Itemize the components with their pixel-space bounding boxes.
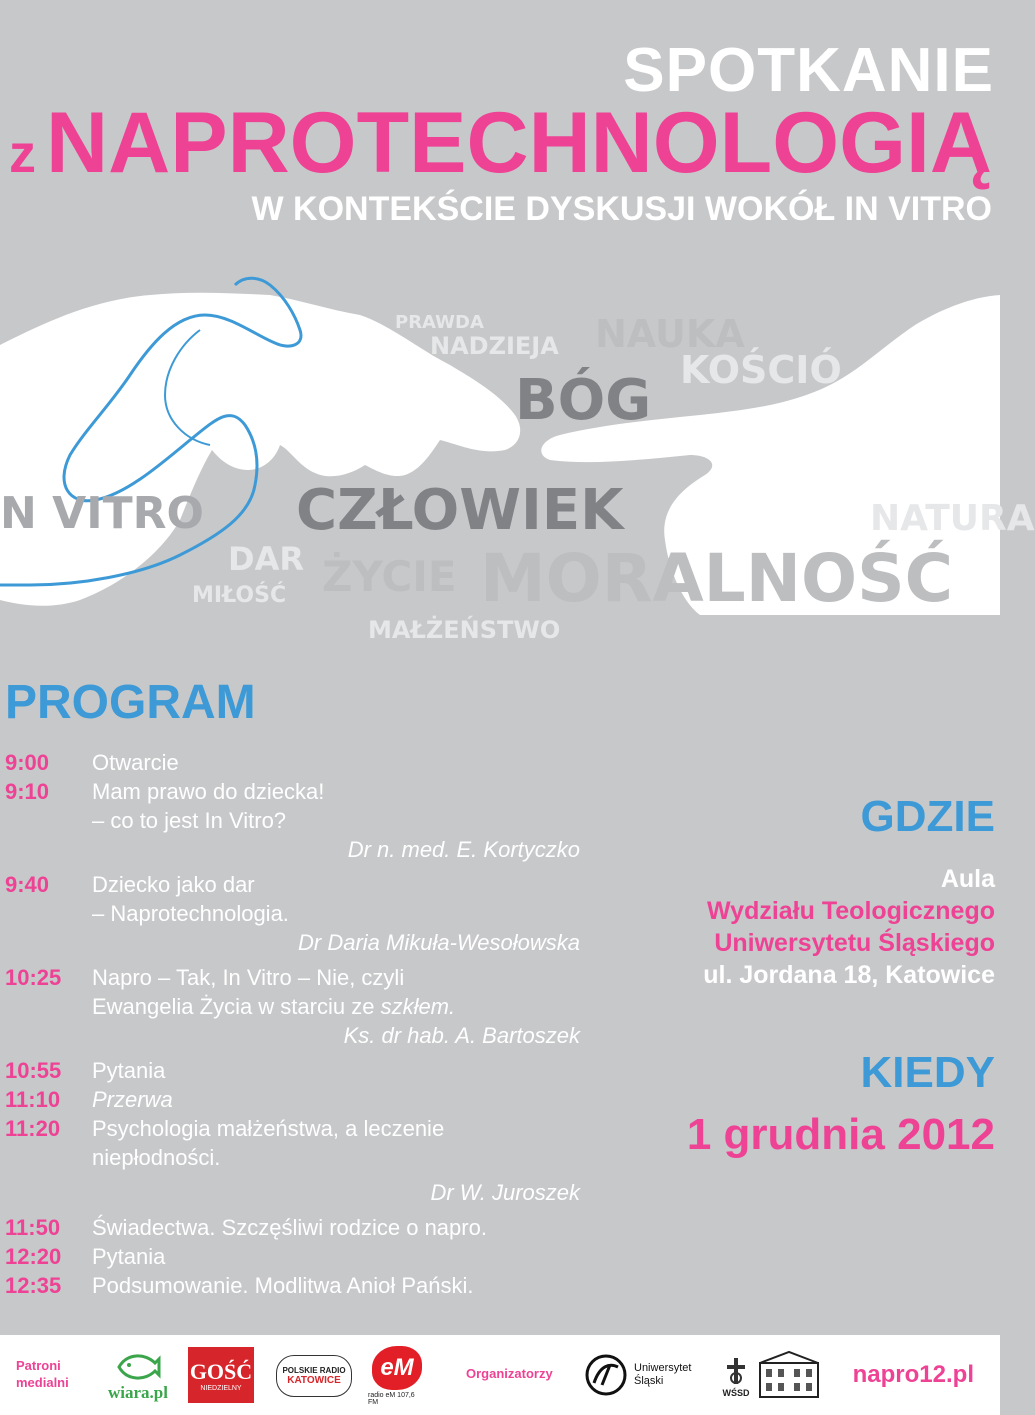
program-item [0,1271,590,1300]
wssd-logo [718,1349,754,1405]
polskie-radio-logo [276,1355,352,1397]
program-time: 11:50 [5,1215,61,1240]
program-item [0,963,590,1050]
program-time: 12:20 [5,1244,62,1269]
program-item [0,777,590,864]
program-speaker: Ks. dr hab. A. Bartoszek [343,1023,580,1048]
program-time: 10:55 [5,1058,62,1083]
program-text-cont: niepłodności. [92,1145,221,1170]
where-heading: GDZIE [860,792,995,841]
program-speaker: Dr W. Juroszek [430,1180,580,1205]
gosc-logo [188,1347,254,1403]
where-line-1: Aula [940,865,995,893]
radio-em-logo [368,1343,426,1409]
program-text: Napro – Tak, In Vitro – Nie, czyli [92,965,405,990]
program-text: Świadectwa. Szczęśliwi rodzice o napro. [92,1215,487,1240]
building-icon [756,1349,822,1399]
us-text-2: Śląski [634,1375,664,1387]
gosc-text: GOŚĆ [189,1358,253,1384]
patrons-label [16,1357,69,1391]
program-text: Psychologia małżeństwa, a leczenie [92,1116,445,1141]
title-spotkanie: SPOTKANIE [623,36,994,105]
title-prefix: z [9,124,36,184]
program-time: 12:35 [5,1273,62,1298]
website-link[interactable]: napro12.pl [852,1361,974,1388]
program-text: Pytania [92,1058,166,1083]
wssd-cross-icon [723,1356,749,1388]
program-text-cont [92,992,590,1021]
program-text-cont: – co to jest In Vitro? [92,808,287,833]
program-text: Pytania [92,1244,166,1269]
word-prawda: PRAWDA [395,312,484,333]
word-invitro: N VITRO [0,488,204,539]
program-text-part: Ewangelia Życia w starciu ze [92,994,381,1019]
wiara-logo [104,1343,172,1409]
when-heading: KIEDY [860,1048,995,1097]
word-nauka: NAUKA [595,312,745,356]
program-item [0,1056,590,1085]
word-moralnosc: MORALNOŚĆ [480,540,954,617]
title-naprotechnologia [9,95,992,191]
organizers-label: Organizatorzy [466,1366,553,1381]
program-text: Dziecko jako dar [92,872,255,897]
em-text: eM [372,1346,422,1390]
program-list [0,748,590,1300]
program-time: 11:10 [5,1087,61,1112]
em-subtext: radio eM 107,6 FM [368,1392,415,1406]
where-line-2: Wydziału Teologicznego [707,897,995,925]
word-nadzieja: NADZIEJA [430,332,559,360]
program-text: Otwarcie [92,750,179,775]
title-main-word: NAPROTECHNOLOGIĄ [46,95,992,191]
program-time: 9:00 [5,750,50,775]
where-line-4: ul. Jordana 18, Katowice [703,961,995,989]
program-text: Podsumowanie. Modlitwa Anioł Pański. [92,1273,474,1298]
gosc-subtext: NIEDZIELNY [200,1384,242,1392]
radio-text-1: POLSKIE RADIO [282,1366,346,1375]
program-item [0,1114,590,1207]
program-speaker: Dr n. med. E. Kortyczko [347,837,580,862]
program-item [0,870,590,957]
wiara-fish-icon [115,1349,161,1383]
wiara-text: wiara.pl [108,1383,168,1402]
patrons-label-line2: medialni [16,1375,69,1390]
word-dar: DAR [228,540,304,578]
wssd-text: WŚSD [722,1388,750,1398]
program-speaker: Dr Daria Mikuła-Wesołowska [298,930,580,955]
program-text: Mam prawo do dziecka! [92,779,325,804]
word-natura: NATURA [870,498,1035,539]
footer-bar [0,1335,1000,1415]
program-item [0,1242,590,1271]
us-emblem-icon [584,1353,628,1397]
us-text-1: Uniwersytet [634,1362,692,1374]
when-date: 1 grudnia 2012 [686,1110,995,1159]
program-item [0,748,590,777]
program-item [0,1213,590,1242]
word-bog: BÓG [515,368,652,433]
word-zycie: ŻYCIE [322,552,457,601]
where-address [703,863,995,991]
where-line-3: Uniwersytetu Śląskiego [714,929,995,957]
patrons-label-line1: Patroni [16,1358,61,1373]
program-time: 10:25 [5,965,62,990]
title-subtitle: W KONTEKŚCIE DYSKUSJI WOKÓŁ IN VITRO [251,190,992,228]
word-milosc: MIŁOŚĆ [192,583,287,608]
program-text-italic: szkłem. [380,994,456,1019]
us-text [634,1362,691,1388]
radio-text-2: KATOWICE [287,1375,341,1386]
word-czlowiek: CZŁOWIEK [296,478,624,543]
program-time: 9:10 [5,779,50,804]
program-time: 11:20 [5,1116,61,1141]
us-logo [584,1349,692,1401]
program-item [0,1085,590,1114]
program-text-cont: – Naprotechnologia. [92,901,289,926]
program-title: PROGRAM [5,676,256,729]
program-text: Przerwa [92,1087,173,1112]
program-time: 9:40 [5,872,50,897]
word-kosciol: KOŚCIÓ [680,348,842,392]
word-malzenstwo: MAŁŻEŃSTWO [368,616,561,644]
